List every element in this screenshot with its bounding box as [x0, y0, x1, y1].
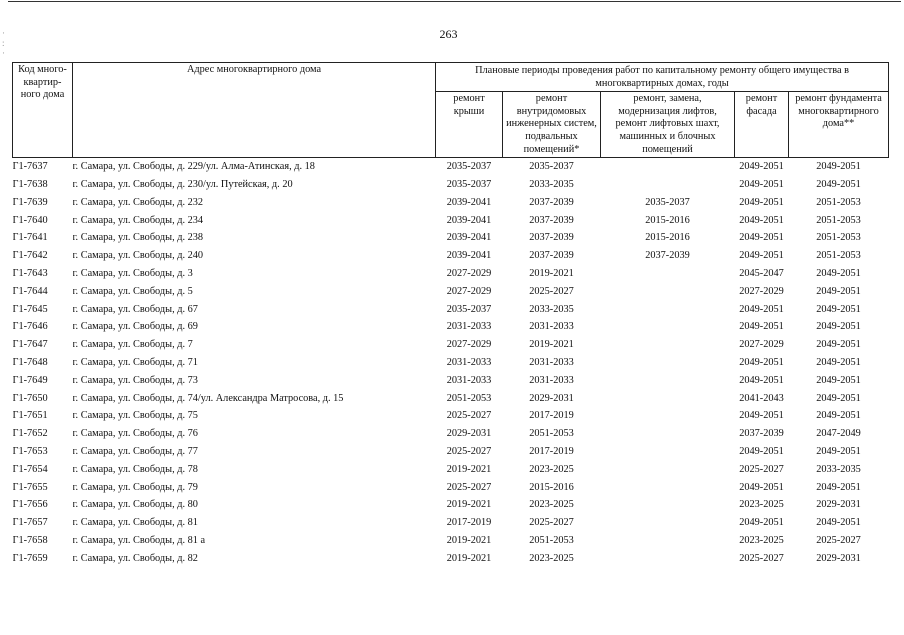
cell-elevators [601, 283, 735, 301]
cell-address: г. Самара, ул. Свободы, д. 82 [72, 552, 198, 564]
header-foundation: ремонт фундамента многоквартирного дома** [789, 92, 889, 158]
table-row [13, 496, 889, 514]
cell-engineering: 2029-2031 [529, 392, 574, 404]
cell-facade: 2049-2051 [739, 214, 784, 226]
cell-roof: 2039-2041 [446, 232, 492, 244]
cell-elevators [601, 443, 735, 461]
cell-foundation: 2051-2053 [816, 196, 861, 208]
cell-roof: 2027-2029 [446, 339, 492, 351]
cell-engineering: 2015-2016 [529, 481, 574, 493]
table-row [13, 443, 889, 461]
header-roof: ремонт крыши [436, 92, 503, 158]
cell-code: Г1-7642 [12, 250, 48, 262]
cell-elevators [601, 336, 735, 354]
cell-engineering: 2037-2039 [529, 196, 574, 208]
cell-facade: 2037-2039 [739, 428, 784, 440]
cell-foundation: 2049-2051 [816, 161, 861, 173]
table-row [13, 176, 889, 194]
cell-engineering: 2025-2027 [529, 285, 574, 297]
cell-foundation: 2049-2051 [816, 267, 861, 279]
cell-roof: 2031-2033 [446, 321, 492, 333]
table-row [13, 372, 889, 390]
cell-elevators: 2015-2016 [645, 232, 690, 244]
cell-facade: 2049-2051 [739, 250, 784, 262]
cell-address: г. Самара, ул. Свободы, д. 81 а [72, 534, 206, 546]
cell-address: г. Самара, ул. Свободы, д. 67 [72, 303, 198, 315]
header-elevators: ремонт, замена, модернизация лифтов, ремонт лифтовых шахт, машинных и блочных помещений [601, 92, 735, 158]
cell-facade: 2049-2051 [739, 321, 784, 333]
cell-engineering: 2023-2025 [529, 552, 574, 564]
cell-code: Г1-7649 [12, 374, 48, 386]
header-address: Адрес многоквартирного дома [73, 63, 436, 158]
cell-roof: 2019-2021 [446, 552, 492, 564]
cell-address: г. Самара, ул. Свободы, д. 7 [72, 339, 193, 351]
cell-engineering: 2037-2039 [529, 214, 574, 226]
table-row [13, 336, 889, 354]
cell-engineering: 2037-2039 [529, 232, 574, 244]
cell-roof: 2019-2021 [446, 534, 492, 546]
cell-elevators [601, 550, 735, 568]
cell-facade: 2049-2051 [739, 178, 784, 190]
cell-facade: 2041-2043 [739, 392, 784, 404]
cell-foundation: 2049-2051 [816, 321, 861, 333]
cell-engineering: 2023-2025 [529, 499, 574, 511]
cell-roof: 2025-2027 [446, 410, 492, 422]
table-row [13, 461, 889, 479]
cell-address: г. Самара, ул. Свободы, д. 69 [72, 321, 198, 333]
header-periods-group: Плановые периоды проведения работ по капитальному ремонту общего имущества в многоквартирных домах, годы [436, 63, 889, 92]
cell-engineering: 2051-2053 [529, 534, 574, 546]
cell-code: Г1-7659 [12, 552, 48, 564]
table-row [13, 479, 889, 497]
table-row [13, 212, 889, 230]
cell-elevators [601, 265, 735, 283]
cell-elevators [601, 301, 735, 319]
cell-roof: 2027-2029 [446, 267, 492, 279]
cell-code: Г1-7651 [12, 410, 48, 422]
cell-elevators [601, 407, 735, 425]
cell-roof: 2031-2033 [446, 374, 492, 386]
cell-engineering: 2033-2035 [529, 178, 574, 190]
cell-facade: 2049-2051 [739, 481, 784, 493]
cell-address: г. Самара, ул. Свободы, д. 5 [72, 285, 193, 297]
cell-code: Г1-7643 [12, 267, 48, 279]
cell-engineering: 2033-2035 [529, 303, 574, 315]
cell-foundation: 2051-2053 [816, 214, 861, 226]
cell-roof: 2017-2019 [446, 517, 492, 529]
cell-address: г. Самара, ул. Свободы, д. 230/ул. Путейская, д. 20 [72, 178, 293, 190]
cell-roof: 2025-2027 [446, 481, 492, 493]
cell-elevators: 2035-2037 [645, 196, 690, 208]
cell-address: г. Самара, ул. Свободы, д. 79 [72, 481, 198, 493]
cell-code: Г1-7645 [12, 303, 48, 315]
cell-address: г. Самара, ул. Свободы, д. 240 [72, 250, 204, 262]
cell-elevators [601, 318, 735, 336]
cell-elevators: 2015-2016 [645, 214, 690, 226]
cell-address: г. Самара, ул. Свободы, д. 73 [72, 374, 198, 386]
table-row [13, 194, 889, 212]
table-header [13, 63, 889, 158]
cell-address: г. Самара, ул. Свободы, д. 76 [72, 428, 198, 440]
cell-engineering: 2017-2019 [529, 445, 574, 457]
cell-roof: 2051-2053 [446, 392, 492, 404]
table-row [13, 532, 889, 550]
cell-foundation: 2049-2051 [816, 410, 861, 422]
cell-roof: 2029-2031 [446, 428, 492, 440]
cell-foundation: 2049-2051 [816, 392, 861, 404]
cell-code: Г1-7657 [12, 517, 48, 529]
cell-engineering: 2025-2027 [529, 517, 574, 529]
cell-roof: 2039-2041 [446, 196, 492, 208]
cell-facade: 2049-2051 [739, 196, 784, 208]
cell-address: г. Самара, ул. Свободы, д. 234 [72, 214, 204, 226]
cell-code: Г1-7650 [12, 392, 48, 404]
cell-elevators [601, 425, 735, 443]
table-body [13, 158, 889, 568]
cell-engineering: 2019-2021 [529, 267, 574, 279]
header-code: Код много-квартир-ного дома [13, 63, 73, 158]
cell-address: г. Самара, ул. Свободы, д. 232 [72, 196, 204, 208]
cell-code: Г1-7638 [12, 178, 48, 190]
table-row [13, 390, 889, 408]
cell-roof: 2039-2041 [446, 250, 492, 262]
cell-elevators [601, 514, 735, 532]
cell-elevators [601, 390, 735, 408]
cell-facade: 2049-2051 [739, 517, 784, 529]
cell-address: г. Самара, ул. Свободы, д. 71 [72, 356, 198, 368]
cell-facade: 2049-2051 [739, 374, 784, 386]
cell-elevators [601, 158, 735, 176]
cell-facade: 2027-2029 [739, 285, 784, 297]
cell-engineering: 2031-2033 [529, 356, 574, 368]
cell-address: г. Самара, ул. Свободы, д. 78 [72, 463, 198, 475]
cell-foundation: 2051-2053 [816, 250, 861, 262]
cell-code: Г1-7644 [12, 285, 48, 297]
cell-address: г. Самара, ул. Свободы, д. 229/ул. Алма-Атинская, д. 18 [72, 161, 315, 173]
cell-facade: 2025-2027 [739, 463, 784, 475]
cell-roof: 2035-2037 [446, 161, 492, 173]
cell-address: г. Самара, ул. Свободы, д. 80 [72, 499, 198, 511]
cell-foundation: 2029-2031 [816, 552, 861, 564]
cell-facade: 2049-2051 [739, 356, 784, 368]
cell-code: Г1-7655 [12, 481, 48, 493]
cell-facade: 2023-2025 [739, 534, 784, 546]
cell-foundation: 2047-2049 [816, 428, 861, 440]
cell-code: Г1-7656 [12, 499, 48, 511]
cell-roof: 2031-2033 [446, 356, 492, 368]
cell-engineering: 2037-2039 [529, 250, 574, 262]
capital-repair-table [12, 62, 889, 568]
scan-speck: · : · [2, 28, 5, 58]
table-row [13, 283, 889, 301]
cell-roof: 2025-2027 [446, 445, 492, 457]
cell-address: г. Самара, ул. Свободы, д. 238 [72, 232, 204, 244]
cell-engineering: 2019-2021 [529, 339, 574, 351]
cell-elevators [601, 461, 735, 479]
cell-code: Г1-7654 [12, 463, 48, 475]
cell-facade: 2027-2029 [739, 339, 784, 351]
table-row [13, 265, 889, 283]
page-number: 263 [439, 27, 458, 41]
cell-elevators [601, 354, 735, 372]
cell-roof: 2035-2037 [446, 178, 492, 190]
cell-engineering: 2031-2033 [529, 321, 574, 333]
cell-code: Г1-7640 [12, 214, 48, 226]
table-row [13, 158, 889, 176]
cell-roof: 2027-2029 [446, 285, 492, 297]
cell-engineering: 2017-2019 [529, 410, 574, 422]
cell-address: г. Самара, ул. Свободы, д. 3 [72, 267, 193, 279]
cell-engineering: 2023-2025 [529, 463, 574, 475]
table-row [13, 407, 889, 425]
cell-code: Г1-7637 [12, 161, 48, 173]
table-row [13, 318, 889, 336]
table-row [13, 301, 889, 319]
cell-facade: 2049-2051 [739, 232, 784, 244]
cell-engineering: 2031-2033 [529, 374, 574, 386]
header-engineering: ремонт внутридомовых инженерных систем, подвальных помещений* [503, 92, 601, 158]
cell-facade: 2049-2051 [739, 445, 784, 457]
cell-foundation: 2025-2027 [816, 534, 861, 546]
cell-elevators: 2037-2039 [645, 250, 690, 262]
cell-elevators [601, 176, 735, 194]
cell-foundation: 2049-2051 [816, 356, 861, 368]
table-row [13, 354, 889, 372]
cell-address: г. Самара, ул. Свободы, д. 77 [72, 445, 198, 457]
top-rule [8, 1, 901, 2]
cell-foundation: 2049-2051 [816, 285, 861, 297]
table-row [13, 550, 889, 568]
cell-code: Г1-7652 [12, 428, 48, 440]
cell-foundation: 2049-2051 [816, 517, 861, 529]
cell-roof: 2035-2037 [446, 303, 492, 315]
table-row [13, 425, 889, 443]
cell-code: Г1-7658 [12, 534, 48, 546]
cell-address: г. Самара, ул. Свободы, д. 75 [72, 410, 198, 422]
cell-elevators [601, 532, 735, 550]
cell-foundation: 2029-2031 [816, 499, 861, 511]
cell-code: Г1-7647 [12, 339, 48, 351]
cell-facade: 2049-2051 [739, 303, 784, 315]
cell-elevators [601, 372, 735, 390]
cell-foundation: 2049-2051 [816, 374, 861, 386]
cell-foundation: 2033-2035 [816, 463, 861, 475]
cell-elevators [601, 479, 735, 497]
header-facade: ремонт фасада [735, 92, 789, 158]
cell-address: г. Самара, ул. Свободы, д. 81 [72, 517, 198, 529]
table-row [13, 247, 889, 265]
cell-foundation: 2049-2051 [816, 178, 861, 190]
cell-foundation: 2049-2051 [816, 445, 861, 457]
cell-engineering: 2051-2053 [529, 428, 574, 440]
cell-facade: 2025-2027 [739, 552, 784, 564]
cell-code: Г1-7653 [12, 445, 48, 457]
table-row [13, 229, 889, 247]
cell-roof: 2019-2021 [446, 463, 492, 475]
cell-elevators [601, 496, 735, 514]
cell-code: Г1-7648 [12, 356, 48, 368]
cell-address: г. Самара, ул. Свободы, д. 74/ул. Александра Матросова, д. 15 [72, 392, 344, 404]
cell-roof: 2019-2021 [446, 499, 492, 511]
cell-facade: 2049-2051 [739, 161, 784, 173]
cell-foundation: 2049-2051 [816, 303, 861, 315]
cell-roof: 2039-2041 [446, 214, 492, 226]
cell-facade: 2049-2051 [739, 410, 784, 422]
cell-code: Г1-7639 [12, 196, 48, 208]
cell-foundation: 2049-2051 [816, 481, 861, 493]
cell-facade: 2023-2025 [739, 499, 784, 511]
cell-code: Г1-7646 [12, 321, 48, 333]
cell-foundation: 2049-2051 [816, 339, 861, 351]
cell-foundation: 2051-2053 [816, 232, 861, 244]
table-row [13, 514, 889, 532]
cell-engineering: 2035-2037 [529, 161, 574, 173]
cell-code: Г1-7641 [12, 232, 48, 244]
cell-facade: 2045-2047 [739, 267, 784, 279]
